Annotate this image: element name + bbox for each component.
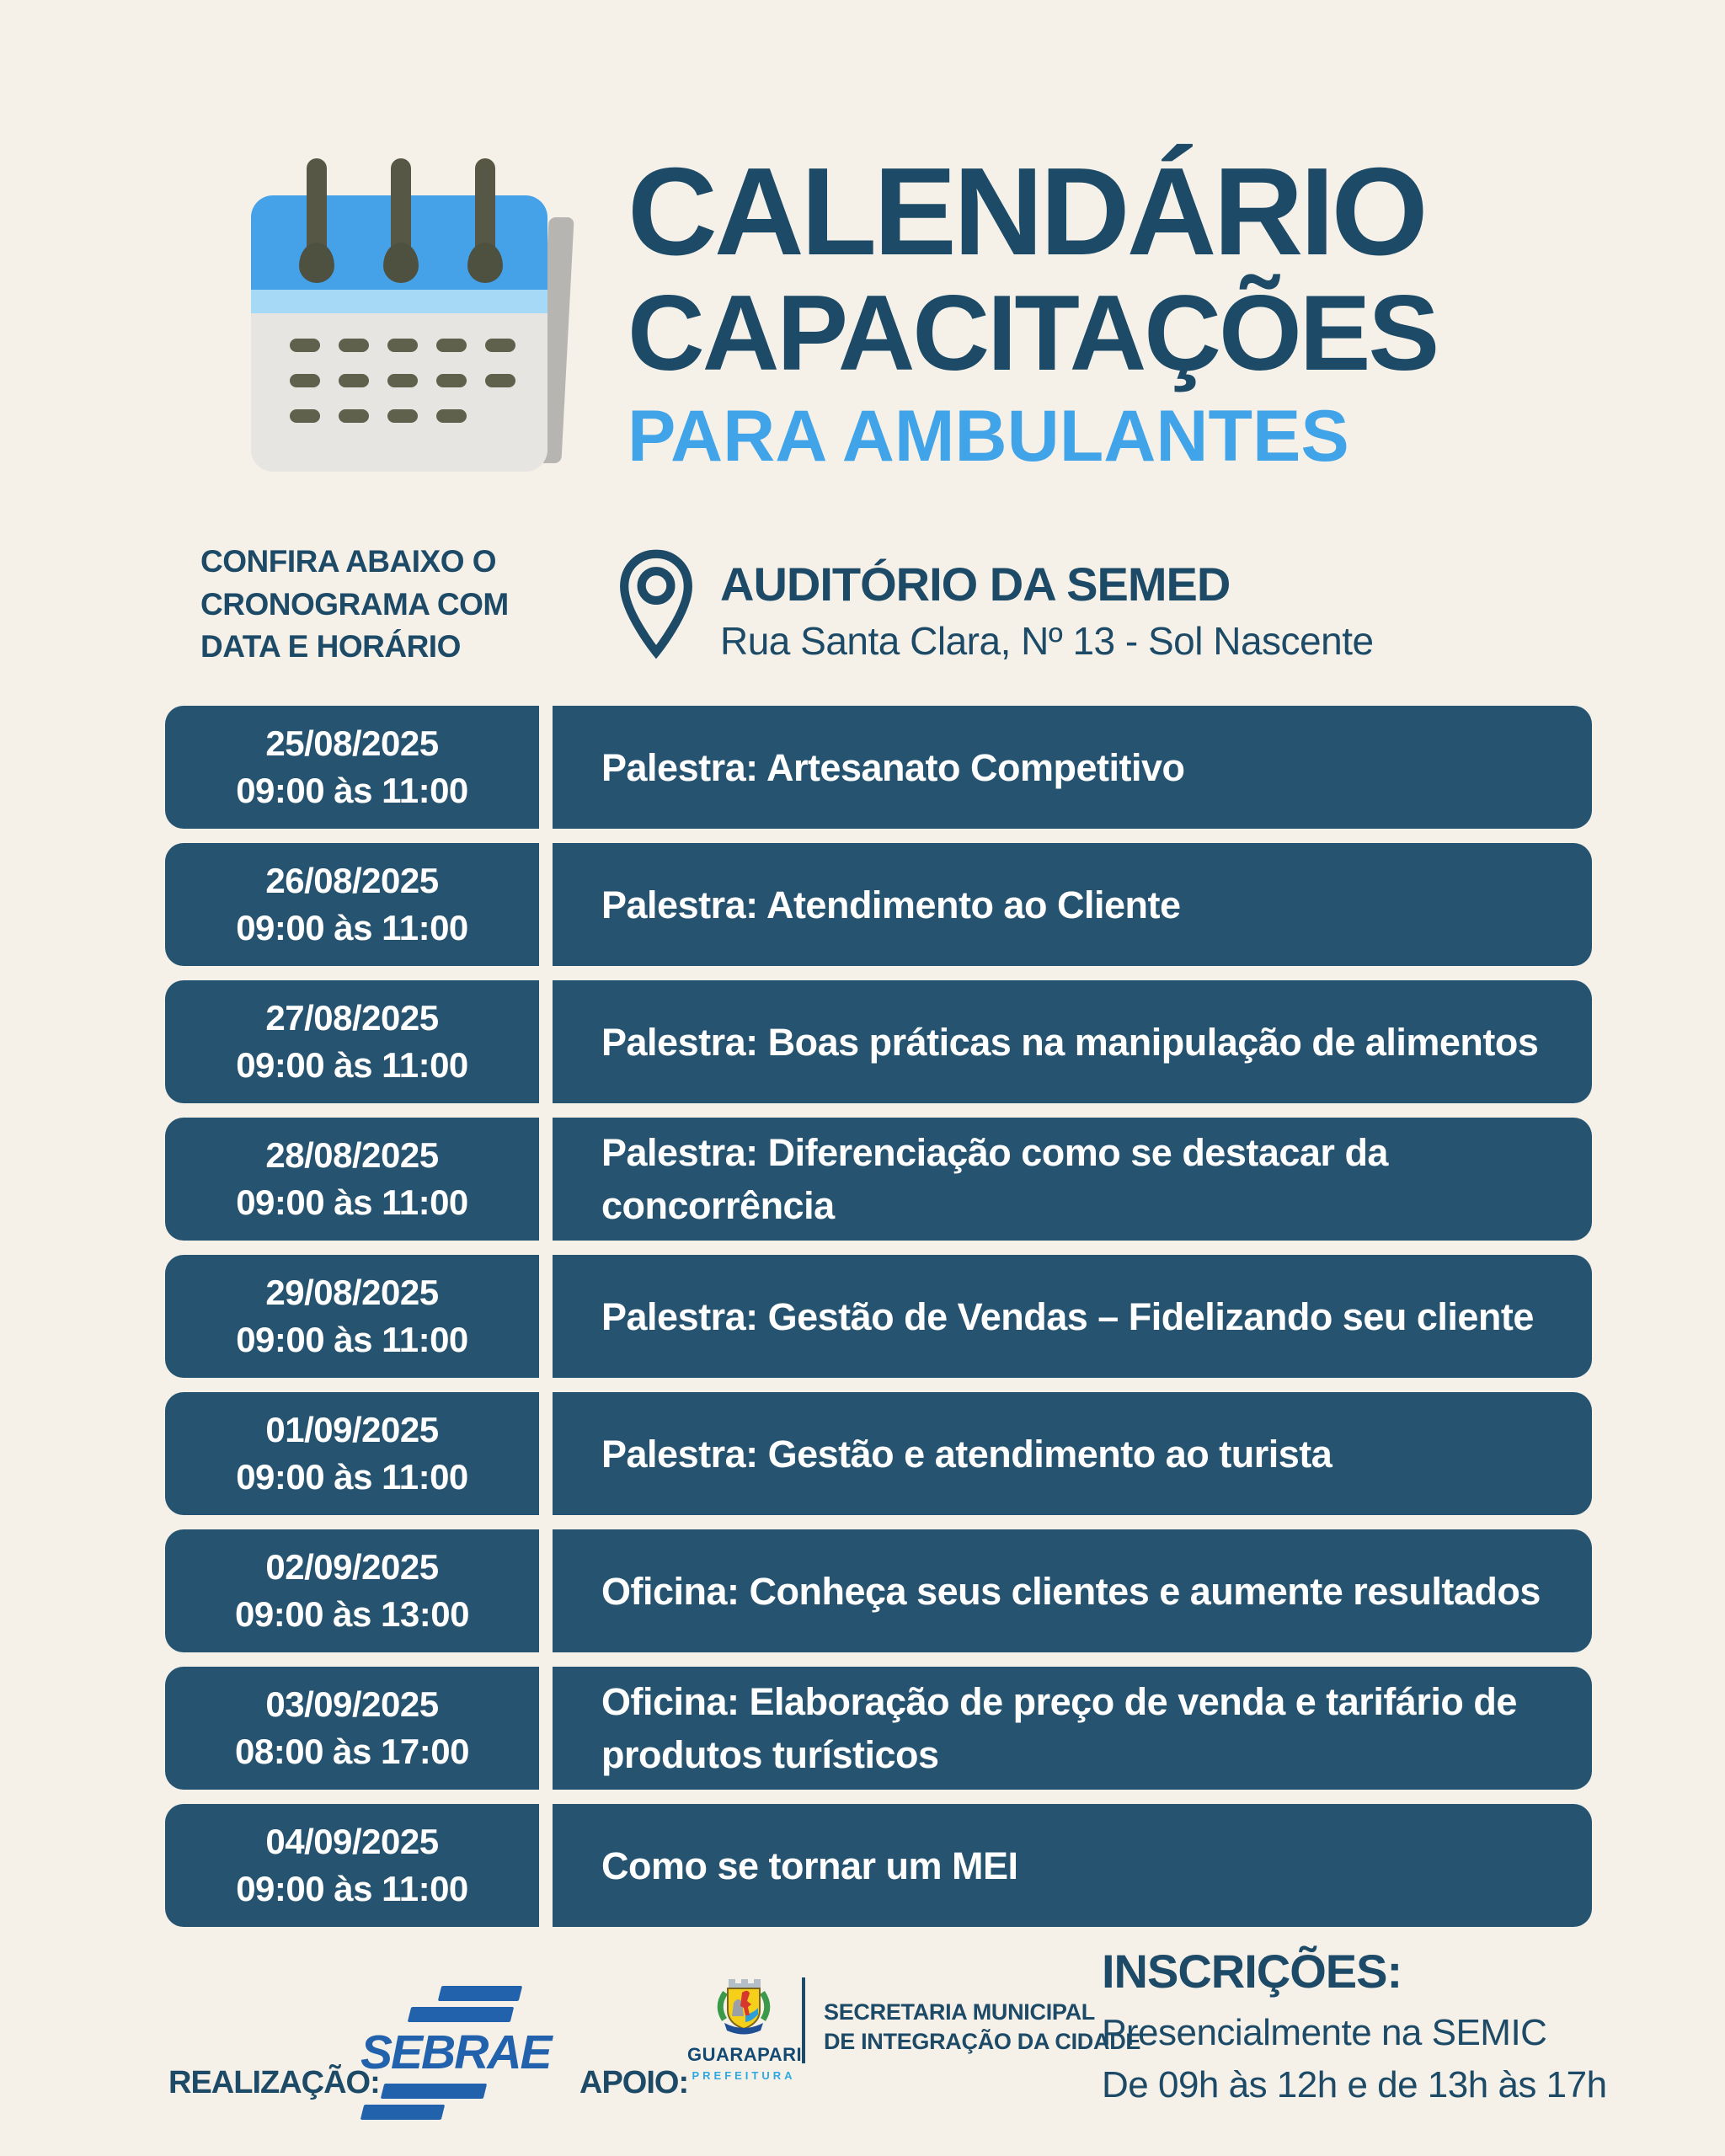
- schedule-date-cell: [165, 843, 539, 966]
- schedule-time: 09:00 às 11:00: [236, 1045, 468, 1085]
- sebrae-wordmark: SEBRAE: [360, 2025, 551, 2079]
- schedule-title: Oficina: Conheça seus clientes e aumente resultados: [601, 1569, 1541, 1613]
- calendar-icon: [251, 158, 556, 472]
- guarapari-wordmark: GUARAPARI: [687, 2044, 803, 2065]
- schedule-row: [165, 1804, 1592, 1927]
- schedule-time: 09:00 às 11:00: [236, 1182, 468, 1222]
- page-title-line1: CALENDÁRIO: [628, 142, 1425, 281]
- schedule-date: 04/09/2025: [265, 1822, 439, 1861]
- location-pin-icon: [617, 543, 695, 663]
- schedule-desc-cell: [553, 706, 1592, 829]
- schedule-row: [165, 1118, 1592, 1241]
- schedule-date-cell: [165, 1667, 539, 1790]
- schedule-date: 01/09/2025: [265, 1410, 439, 1449]
- schedule-row: [165, 1529, 1592, 1652]
- schedule-time: 09:00 às 11:00: [236, 1320, 468, 1359]
- schedule-title: Palestra: Atendimento ao Cliente: [601, 883, 1181, 926]
- sebrae-bar: [408, 2007, 514, 2022]
- schedule-date: 03/09/2025: [265, 1684, 439, 1724]
- calendar-date-dashes: [290, 339, 515, 445]
- secretaria-label: [824, 1998, 1140, 2057]
- intro-line1: CONFIRA ABAIXO O: [200, 544, 497, 579]
- secretaria-line1: SECRETARIA MUNICIPAL: [824, 1999, 1095, 2025]
- sebrae-bar: [438, 1986, 522, 2001]
- prefeitura-label: PREFEITURA: [692, 2069, 796, 2082]
- schedule-desc-cell: [553, 1255, 1592, 1378]
- inscricoes-block: [1102, 1944, 1607, 2106]
- schedule-time: 09:00 às 11:00: [236, 908, 468, 947]
- schedule-row: [165, 706, 1592, 829]
- venue-name: AUDITÓRIO DA SEMED: [720, 558, 1231, 611]
- inscricoes-line2: De 09h às 12h e de 13h às 17h: [1102, 2064, 1607, 2105]
- sebrae-logo: [360, 1986, 551, 2120]
- schedule-date: 25/08/2025: [265, 723, 439, 763]
- schedule-desc-cell: [553, 1392, 1592, 1515]
- schedule-desc-cell: [553, 1118, 1592, 1241]
- schedule-title: Como se tornar um MEI: [601, 1844, 1018, 1887]
- schedule-title: Palestra: Boas práticas na manipulação de alimentos: [601, 1020, 1539, 1064]
- schedule-time: 09:00 às 11:00: [236, 1457, 468, 1497]
- venue-text: [720, 543, 1374, 664]
- schedule-title: Palestra: Gestão de Vendas – Fidelizando seu cliente: [601, 1294, 1534, 1338]
- schedule-date: 02/09/2025: [265, 1547, 439, 1587]
- schedule-list: [165, 706, 1592, 1941]
- inscricoes-title: INSCRIÇÕES:: [1102, 1945, 1402, 1998]
- venue-address: Rua Santa Clara, Nº 13 - Sol Nascente: [720, 619, 1374, 663]
- schedule-date-cell: [165, 1118, 539, 1241]
- sebrae-bar: [360, 2105, 445, 2120]
- schedule-row: [165, 1255, 1592, 1378]
- footer-divider: [802, 1977, 805, 2063]
- schedule-desc-cell: [553, 1804, 1592, 1927]
- schedule-date-cell: [165, 980, 539, 1103]
- schedule-date-cell: [165, 1255, 539, 1378]
- schedule-title: Oficina: Elaboração de preço de venda e tarifário de produtos turísticos: [601, 1680, 1517, 1776]
- schedule-desc-cell: [553, 843, 1592, 966]
- schedule-time: 08:00 às 17:00: [235, 1732, 469, 1771]
- page-subtitle: PARA AMBULANTES: [628, 396, 1349, 477]
- schedule-desc-cell: [553, 980, 1592, 1103]
- schedule-date: 28/08/2025: [265, 1135, 439, 1175]
- venue-block: [617, 543, 1374, 664]
- schedule-desc-cell: [553, 1529, 1592, 1652]
- apoio-label: APOIO:: [579, 2065, 689, 2100]
- schedule-date: 26/08/2025: [265, 861, 439, 900]
- schedule-date: 27/08/2025: [265, 998, 439, 1038]
- inscricoes-line1: Presencialmente na SEMIC: [1102, 2012, 1547, 2053]
- schedule-row: [165, 1392, 1592, 1515]
- intro-note: [200, 541, 509, 669]
- secretaria-line2: DE INTEGRAÇÃO DA CIDADE: [824, 2029, 1141, 2055]
- schedule-time: 09:00 às 11:00: [236, 771, 468, 810]
- schedule-date-cell: [165, 706, 539, 829]
- schedule-row: [165, 843, 1592, 966]
- schedule-date-cell: [165, 1529, 539, 1652]
- schedule-title: Palestra: Gestão e atendimento ao turista: [601, 1432, 1332, 1476]
- schedule-desc-cell: [553, 1667, 1592, 1790]
- title-block: [628, 142, 1438, 477]
- schedule-date-cell: [165, 1392, 539, 1515]
- calendar-pin-icon: [307, 158, 327, 258]
- intro-line3: DATA E HORÁRIO: [200, 629, 461, 664]
- realizacao-label: REALIZAÇÃO:: [168, 2065, 380, 2100]
- schedule-title: Palestra: Diferenciação como se destacar da concorrência: [601, 1131, 1388, 1227]
- schedule-row: [165, 1667, 1592, 1790]
- intro-line2: CRONOGRAMA COM: [200, 586, 509, 622]
- schedule-row: [165, 980, 1592, 1103]
- schedule-title: Palestra: Artesanato Competitivo: [601, 745, 1185, 789]
- calendar-light-strip: [251, 290, 547, 313]
- guarapari-logo: [687, 1974, 803, 2082]
- page-title-line2: CAPACITAÇÕES: [628, 273, 1438, 392]
- schedule-time: 09:00 às 13:00: [235, 1594, 469, 1634]
- calendar-pin-icon: [475, 158, 495, 258]
- schedule-date: 29/08/2025: [265, 1273, 439, 1312]
- guarapari-crest-icon: [713, 1974, 775, 2040]
- schedule-time: 09:00 às 11:00: [236, 1869, 468, 1908]
- schedule-date-cell: [165, 1804, 539, 1927]
- calendar-pin-icon: [391, 158, 411, 258]
- sebrae-bar: [381, 2084, 487, 2099]
